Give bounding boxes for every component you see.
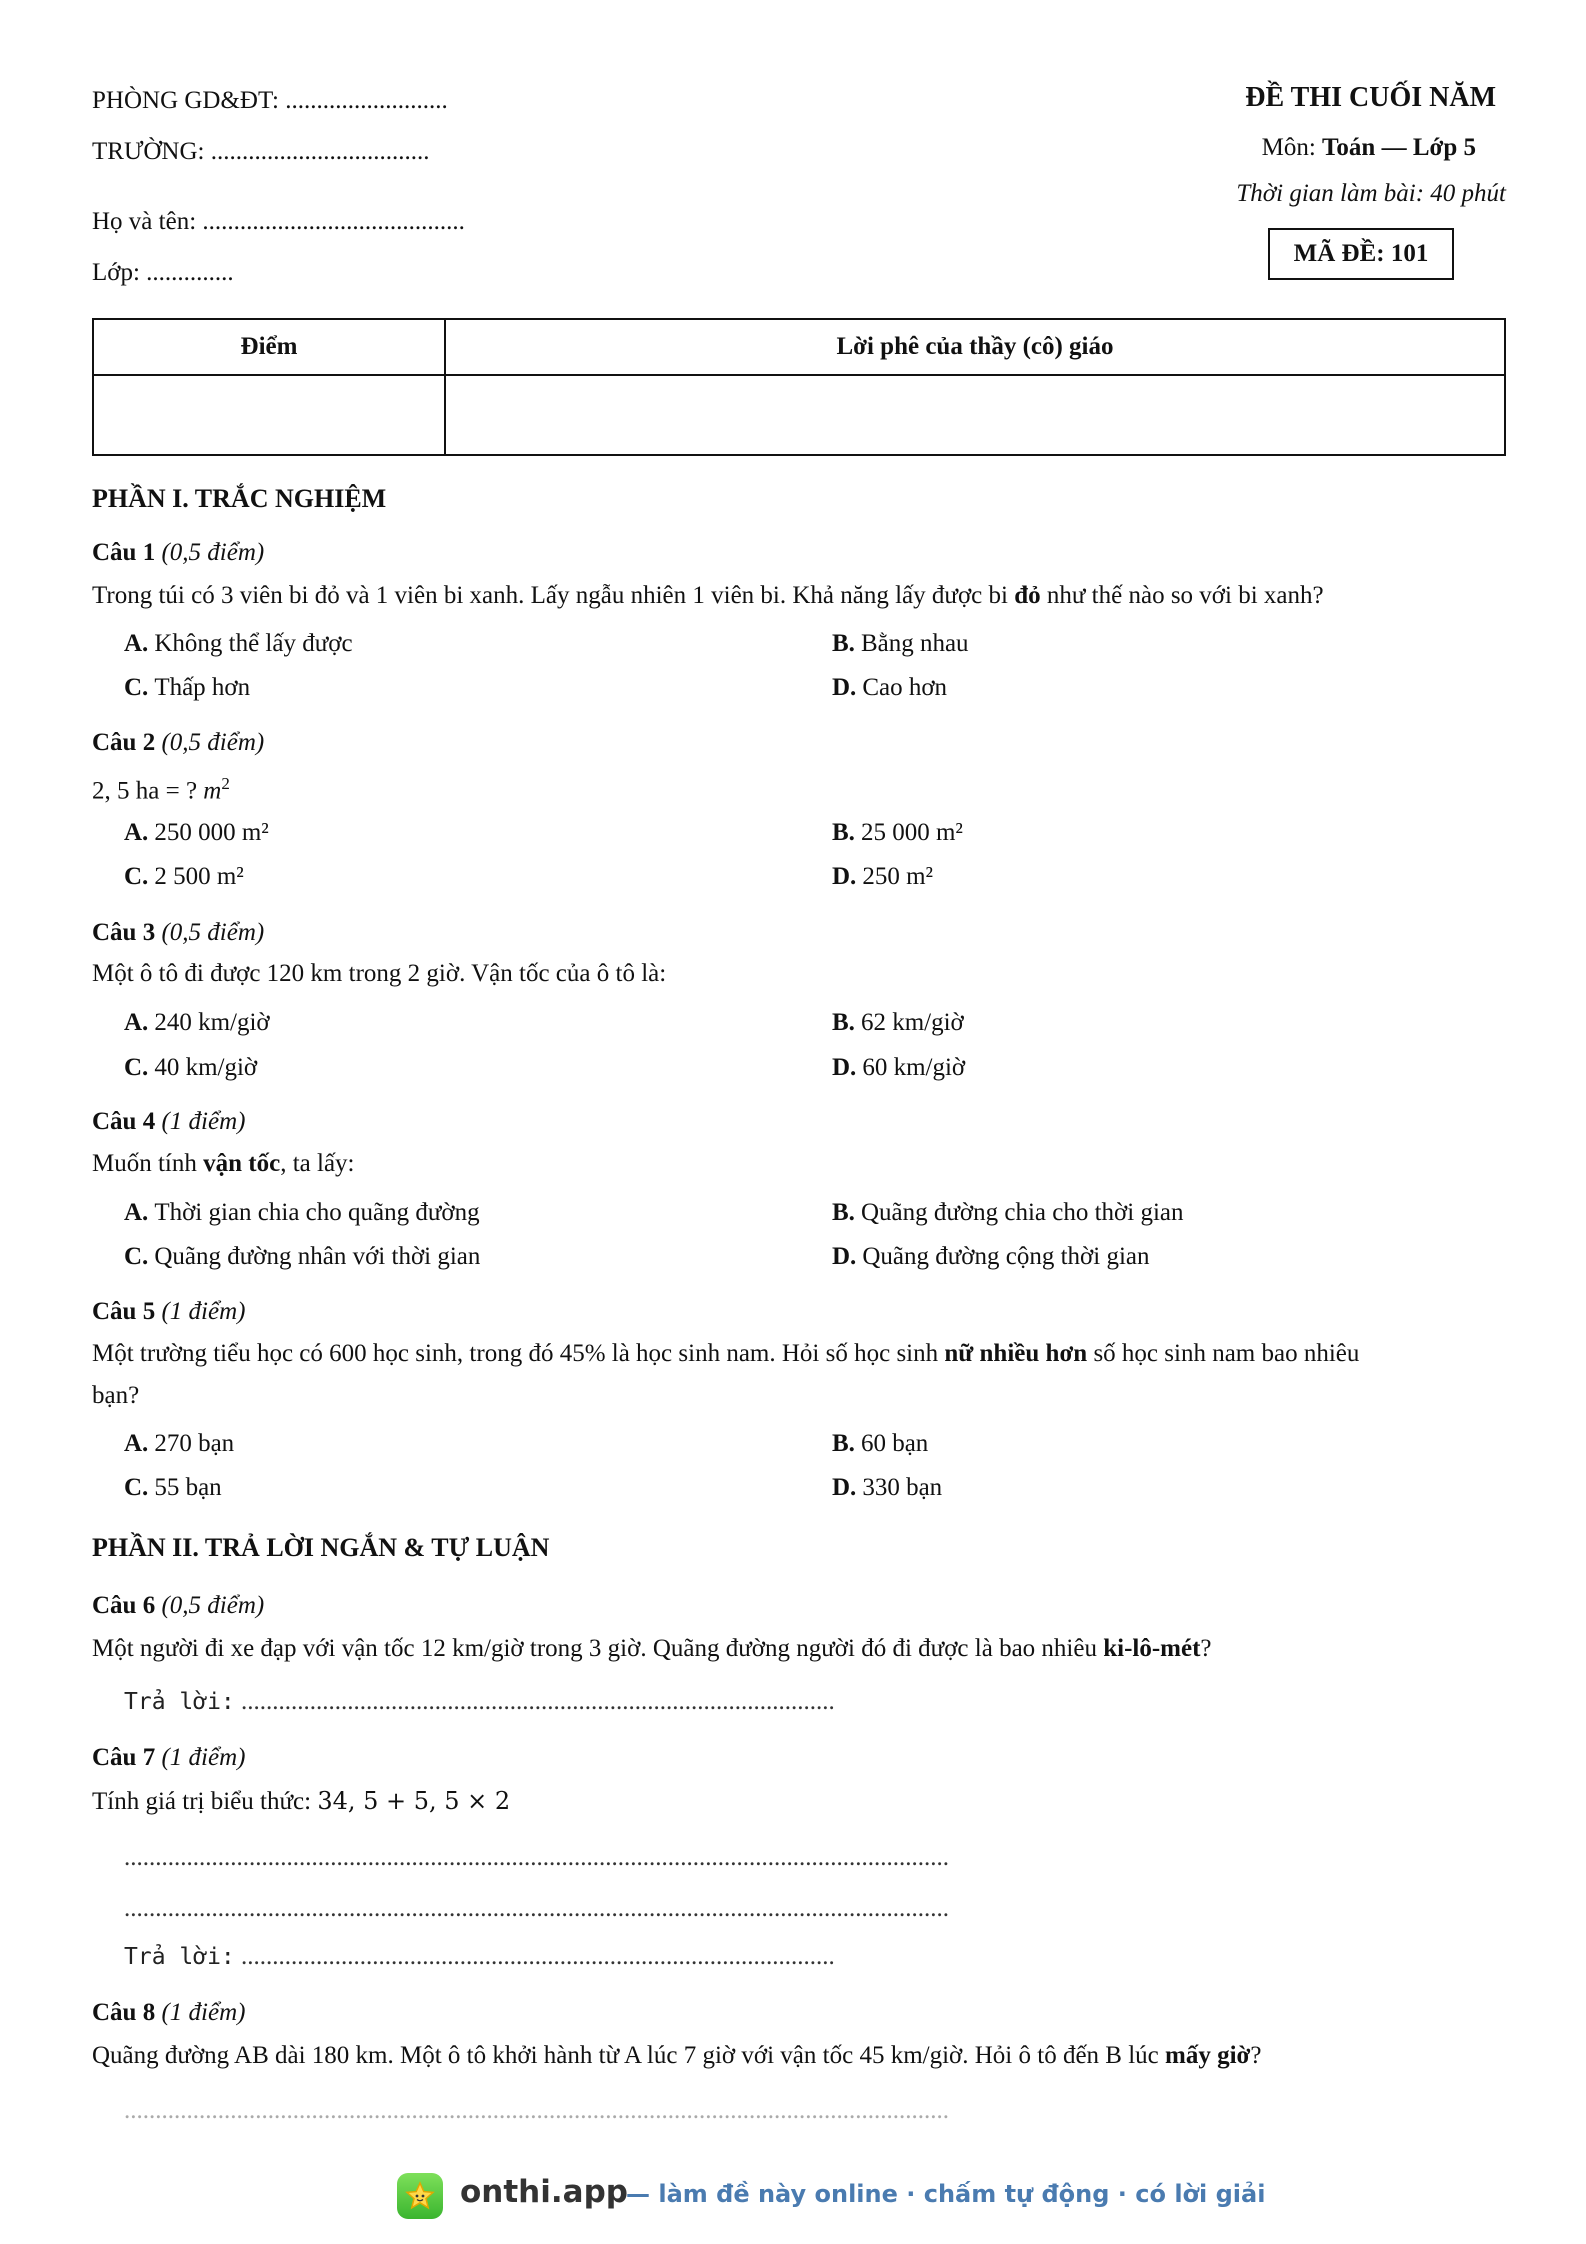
q6-text-b: ? xyxy=(1200,1635,1212,1662)
q4-option-d[interactable]: D. Quãng đường cộng thời gian xyxy=(832,1243,1150,1270)
q7-text-a: Tính giá trị biểu thức: xyxy=(92,1788,318,1815)
q4-option-d-text: Quãng đường cộng thời gian xyxy=(862,1243,1150,1270)
part2-title: PHẦN II. TRẢ LỜI NGẮN & TỰ LUẬN xyxy=(92,1533,550,1562)
q7-work-line-2[interactable]: .................................................................................................................................... xyxy=(124,1895,949,1922)
name-line: Họ và tên: .......................................... xyxy=(92,208,465,235)
score-header: Điểm xyxy=(93,319,445,375)
q6-text-a: Một người đi xe đạp với vận tốc 12 km/giờ trong 3 giờ. Quãng đường người đó đi được là bao nhiêu xyxy=(92,1635,1104,1662)
q1-option-a-text: Không thể lấy được xyxy=(154,630,353,657)
q5-option-a[interactable]: A. 270 bạn xyxy=(124,1430,235,1457)
q2-points: (0,5 điểm) xyxy=(161,729,265,756)
q3-option-a-text: 240 km/giờ xyxy=(154,1009,270,1036)
q5-heading xyxy=(92,1296,245,1328)
q4-option-a-text: Thời gian chia cho quãng đường xyxy=(154,1199,480,1226)
q4-text-a: Muốn tính xyxy=(92,1150,204,1177)
q3-points: (0,5 điểm) xyxy=(161,919,265,946)
q7-answer-label: Trả lời: xyxy=(124,1944,235,1970)
q3-option-a[interactable]: A. 240 km/giờ xyxy=(124,1009,270,1036)
q1-option-c[interactable]: C. Thấp hơn xyxy=(124,674,251,701)
q2-label: Câu 2 xyxy=(92,729,156,756)
q1-text-b: như thế nào so với bi xanh? xyxy=(1040,582,1324,609)
brand-name[interactable]: onthi.app xyxy=(460,2174,628,2210)
q5-text-bold: nữ nhiều hơn xyxy=(944,1340,1088,1367)
q1-text-bold: đỏ xyxy=(1014,582,1041,609)
subject-value: Toán — Lớp 5 xyxy=(1322,134,1476,161)
q2-option-a-text: 250 000 m² xyxy=(154,819,269,846)
q4-option-c-text: Quãng đường nhân với thời gian xyxy=(154,1243,481,1270)
part1-title: PHẦN I. TRẮC NGHIỆM xyxy=(92,484,387,513)
q3-option-b-text: 62 km/giờ xyxy=(860,1009,964,1036)
q3-heading xyxy=(92,917,264,949)
q6-heading xyxy=(92,1590,264,1622)
q3-option-c-text: 40 km/giờ xyxy=(154,1054,258,1081)
q2-option-a[interactable]: A. 250 000 m² xyxy=(124,819,269,846)
q2-option-c[interactable]: C. 2 500 m² xyxy=(124,863,244,890)
q6-answer-dots: ............................................................................................... xyxy=(241,1688,835,1715)
q8-text-a: Quãng đường AB dài 180 km. Một ô tô khởi hành từ A lúc 7 giờ với vận tốc 45 km/giờ. Hỏi ô tô đến B lúc xyxy=(92,2042,1166,2069)
q1-option-d-text: Cao hơn xyxy=(862,674,948,701)
q3-option-c[interactable]: C. 40 km/giờ xyxy=(124,1054,258,1081)
q7-expression: 34, 5 + 5, 5 × 2 xyxy=(317,1787,511,1815)
q3-label: Câu 3 xyxy=(92,919,156,946)
q5-label: Câu 5 xyxy=(92,1298,156,1325)
q1-heading xyxy=(92,537,264,569)
q3-option-b[interactable]: B. 62 km/giờ xyxy=(832,1009,964,1036)
q5-option-d[interactable]: D. 330 bạn xyxy=(832,1474,943,1501)
comment-header: Lời phê của thầy (cô) giáo xyxy=(445,319,1505,375)
q5-text-b: số học sinh nam bao nhiêu xyxy=(1087,1340,1360,1367)
q8-text xyxy=(92,2040,1262,2072)
q2-option-c-text: 2 500 m² xyxy=(154,863,244,890)
q3-option-d[interactable]: D. 60 km/giờ xyxy=(832,1054,966,1081)
q4-label: Câu 4 xyxy=(92,1108,156,1135)
q1-text xyxy=(92,580,1324,612)
q7-label: Câu 7 xyxy=(92,1744,156,1771)
q4-text-bold: vận tốc xyxy=(203,1150,281,1177)
q4-option-c[interactable]: C. Quãng đường nhân với thời gian xyxy=(124,1243,481,1270)
q8-text-bold: mấy giờ xyxy=(1165,2042,1251,2069)
score-cell[interactable] xyxy=(93,375,445,455)
q6-text xyxy=(92,1633,1212,1665)
q7-heading xyxy=(92,1742,245,1774)
time-line: Thời gian làm bài: 40 phút xyxy=(1236,180,1506,207)
q4-text xyxy=(92,1148,354,1180)
q8-heading xyxy=(92,1997,245,2029)
q1-option-d[interactable]: D. Cao hơn xyxy=(832,674,948,701)
exam-title: ĐỀ THI CUỐI NĂM xyxy=(1245,82,1496,113)
q8-points: (1 điểm) xyxy=(161,1999,246,2026)
q7-points: (1 điểm) xyxy=(161,1744,246,1771)
q6-text-bold: ki-lô-mét xyxy=(1103,1635,1201,1662)
subject-line xyxy=(1262,132,1476,164)
grade-table xyxy=(92,318,1506,456)
q4-points: (1 điểm) xyxy=(161,1108,246,1135)
q5-points: (1 điểm) xyxy=(161,1298,246,1325)
q1-option-b-text: Bằng nhau xyxy=(860,630,969,657)
q1-option-a[interactable]: A. Không thể lấy được xyxy=(124,630,353,657)
q5-text-cont: bạn? xyxy=(92,1382,140,1409)
q5-option-d-text: 330 bạn xyxy=(862,1474,943,1501)
q7-work-line-1[interactable]: .................................................................................................................................... xyxy=(124,1844,949,1871)
brand-tagline: — làm đề này online · chấm tự động · có lời giải xyxy=(626,2180,1266,2208)
subject-label: Môn: xyxy=(1261,134,1323,161)
q7-answer-dots: ............................................................................................... xyxy=(241,1943,835,1970)
q4-option-b-text: Quãng đường chia cho thời gian xyxy=(860,1199,1184,1226)
q5-option-b-text: 60 bạn xyxy=(860,1430,929,1457)
q2-text-a: 2, 5 ha = ? xyxy=(92,777,204,805)
q6-label: Câu 6 xyxy=(92,1592,156,1619)
exam-code-box: MÃ ĐỀ: 101 xyxy=(1268,228,1454,280)
footer-banner[interactable] xyxy=(0,2170,1586,2230)
q1-option-c-text: Thấp hơn xyxy=(154,674,251,701)
q5-option-c-text: 55 bạn xyxy=(154,1474,222,1501)
q5-text xyxy=(92,1338,1359,1370)
q2-unit-sup: 2 xyxy=(221,774,230,793)
q2-option-d[interactable]: D. 250 m² xyxy=(832,863,934,890)
star-logo-icon xyxy=(397,2173,443,2219)
q5-text-a: Một trường tiểu học có 600 học sinh, trong đó 45% là học sinh nam. Hỏi số học sinh xyxy=(92,1340,945,1367)
q4-heading xyxy=(92,1106,245,1138)
q2-heading xyxy=(92,727,264,759)
q8-text-b: ? xyxy=(1250,2042,1262,2069)
comment-cell[interactable] xyxy=(445,375,1505,455)
q4-option-a[interactable]: A. Thời gian chia cho quãng đường xyxy=(124,1199,480,1226)
q6-points: (0,5 điểm) xyxy=(161,1592,265,1619)
truong-line: TRƯỜNG: ................................... xyxy=(92,138,430,165)
q4-option-b[interactable]: B. Quãng đường chia cho thời gian xyxy=(832,1199,1184,1226)
q8-label: Câu 8 xyxy=(92,1999,156,2026)
q2-option-b[interactable]: B. 25 000 m² xyxy=(832,819,963,846)
q1-label: Câu 1 xyxy=(92,539,156,566)
q5-option-b[interactable]: B. 60 bạn xyxy=(832,1430,929,1457)
q2-text xyxy=(92,768,230,807)
q7-answer-line[interactable] xyxy=(124,1941,835,1973)
q2-option-b-text: 25 000 m² xyxy=(860,819,963,846)
q5-option-c[interactable]: C. 55 bạn xyxy=(124,1474,222,1501)
q1-text-a: Trong túi có 3 viên bi đỏ và 1 viên bi xanh. Lấy ngẫu nhiên 1 viên bi. Khả năng lấy được bi xyxy=(92,582,1015,609)
q3-text: Một ô tô đi được 120 km trong 2 giờ. Vận tốc của ô tô là: xyxy=(92,960,667,987)
phong-line: PHÒNG GD&ĐT: .......................... xyxy=(92,87,448,114)
q5-option-a-text: 270 bạn xyxy=(154,1430,235,1457)
q2-unit: m xyxy=(203,777,222,805)
q6-answer-label: Trả lời: xyxy=(124,1689,235,1715)
q3-option-d-text: 60 km/giờ xyxy=(862,1054,966,1081)
q2-option-d-text: 250 m² xyxy=(862,863,934,890)
q8-work-line-1[interactable]: .................................................................................................................................... xyxy=(124,2097,949,2124)
q7-text xyxy=(92,1785,510,1818)
q6-answer-line[interactable] xyxy=(124,1686,835,1718)
class-line: Lớp: .............. xyxy=(92,259,234,286)
q1-option-b[interactable]: B. Bằng nhau xyxy=(832,630,969,657)
q1-points: (0,5 điểm) xyxy=(161,539,265,566)
exam-page xyxy=(92,0,1506,2244)
q4-text-b: , ta lấy: xyxy=(280,1150,355,1177)
